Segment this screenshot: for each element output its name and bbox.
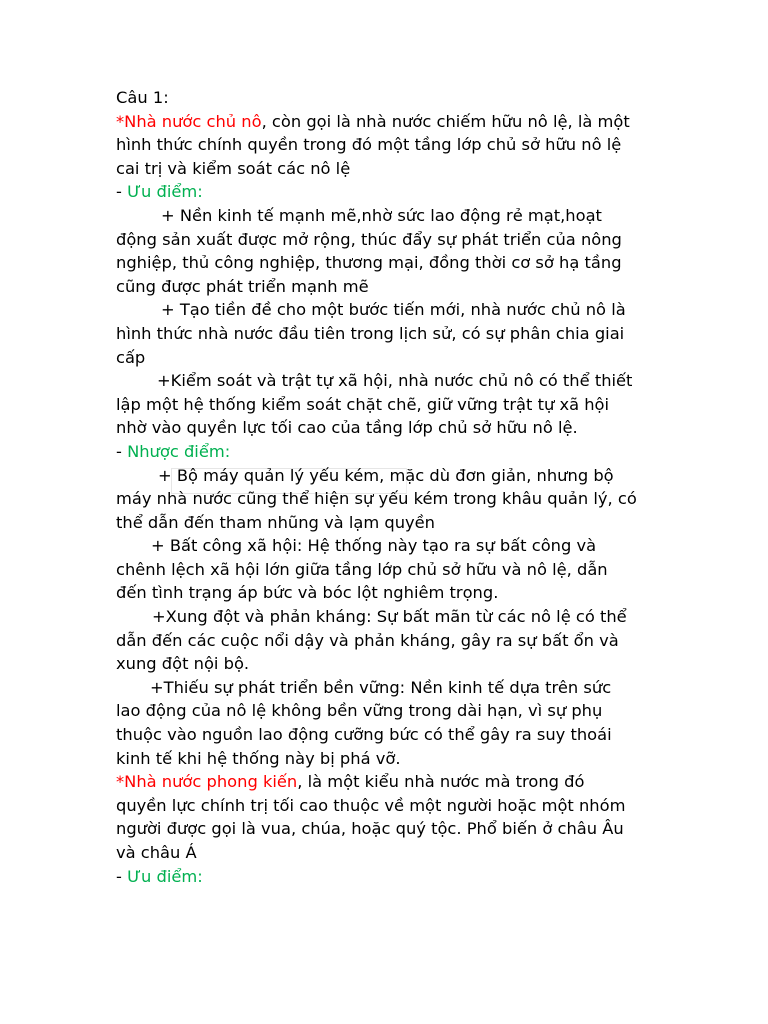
section1-advantages-heading: [116, 180, 676, 204]
disadvantage-4-line-3: thuộc vào nguồn lao động cưỡng bức có thể gây ra suy thoái: [116, 725, 612, 745]
section2-intro-line-3: người được gọi là vua, chúa, hoặc quý tộc. Phổ biến ở châu Âu: [116, 819, 624, 839]
section1-intro-line-3: cai trị và kiểm soát các nô lệ: [116, 158, 351, 178]
section2-intro-line-4: và châu Á: [116, 843, 197, 862]
disadvantage-3-line-1: +Xung đột và phản kháng: Sự bất mãn từ các nô lệ có thể: [152, 607, 627, 627]
section1-intro-line-1: [116, 110, 676, 134]
disadvantage-3-line-3: xung đột nội bộ.: [116, 654, 250, 674]
question-heading: Câu 1:: [116, 88, 169, 107]
disadvantage-2-line-3: đến tình trạng áp bức và bóc lột nghiêm trọng.: [116, 583, 499, 603]
disadvantage-4-line-2: lao động của nô lệ không bền vững trong dài hạn, vì sự phụ: [116, 701, 603, 721]
advantage-2-line-1: + Tạo tiền đề cho một bước tiến mới, nhà nước chủ nô là: [161, 300, 626, 320]
disadvantages-label: Nhược điểm:: [127, 441, 231, 461]
advantage-3-line-3: nhờ vào quyền lực tối cao của tầng lớp chủ sở hữu nô lệ.: [116, 418, 578, 438]
advantage-1-line-4: cũng được phát triển mạnh mẽ: [116, 276, 369, 296]
section1-intro-text: , còn gọi là nhà nước chiếm hữu nô lệ, là một: [261, 111, 630, 131]
disadvantage-4-line-1: +Thiếu sự phát triển bền vững: Nền kinh tế dựa trên sức: [150, 677, 612, 697]
disadvantage-1-line-1: + Bộ máy quản lý yếu kém, mặc dù đơn giản, nhưng bộ: [158, 465, 614, 485]
document-page: [116, 86, 676, 888]
disadvantage-1-line-3: thể dẫn đến tham nhũng và lạm quyền: [116, 512, 435, 532]
disadvantage-2-line-1: + Bất công xã hội: Hệ thống này tạo ra sự bất công và: [151, 536, 597, 556]
disadvantage-4-line-4: kinh tế khi hệ thống này bị phá vỡ.: [116, 748, 401, 768]
advantage-1-line-3: nghiệp, thủ công nghiệp, thương mại, đồng thời cơ sở hạ tầng: [116, 253, 622, 273]
section2-title: *Nhà nước phong kiến: [116, 772, 298, 792]
section2-advantages-heading: [116, 865, 676, 889]
advantages-dash: -: [116, 866, 128, 886]
disadvantages-dash: -: [116, 441, 128, 461]
advantages-dash: -: [116, 182, 128, 202]
disadvantage-2-line-2: chênh lệch xã hội lớn giữa tầng lớp chủ sở hữu và nô lệ, dẫn: [116, 559, 608, 579]
section1-title: *Nhà nước chủ nô: [116, 111, 262, 131]
advantage-3-line-2: lập một hệ thống kiểm soát chặt chẽ, giữ vững trật tự xã hội: [116, 394, 610, 414]
section2-intro-line-2: quyền lực chính trị tối cao thuộc về một người hoặc một nhóm: [116, 795, 626, 815]
advantage-2-line-2: hình thức nhà nước đầu tiên trong lịch sử, có sự phân chia giai: [116, 323, 625, 343]
advantage-3-line-1: +Kiểm soát và trật tự xã hội, nhà nước chủ nô có thể thiết: [157, 371, 633, 391]
section1-disadvantages-heading: [116, 440, 676, 464]
advantage-1-line-2: động sản xuất được mở rộng, thúc đẩy sự phát triển của nông: [116, 229, 622, 249]
advantages-label: Ưu điểm:: [127, 866, 203, 886]
advantages-label: Ưu điểm:: [127, 182, 203, 202]
section1-intro-line-2: hình thức chính quyền trong đó một tầng lớp chủ sở hữu nô lệ: [116, 135, 622, 155]
disadvantage-3-line-2: dẫn đến các cuộc nổi dậy và phản kháng, gây ra sự bất ổn và: [116, 630, 619, 650]
advantage-1-line-1: + Nền kinh tế mạnh mẽ,nhờ sức lao động rẻ mạt,hoạt: [161, 205, 602, 225]
disadvantage-1-line-2: máy nhà nước cũng thể hiện sự yếu kém trong khâu quản lý, có: [116, 489, 637, 509]
section2-intro-line-1: [116, 770, 676, 794]
section2-intro-text: , là một kiểu nhà nước mà trong đó: [297, 772, 585, 792]
advantage-2-line-3: cấp: [116, 347, 146, 367]
